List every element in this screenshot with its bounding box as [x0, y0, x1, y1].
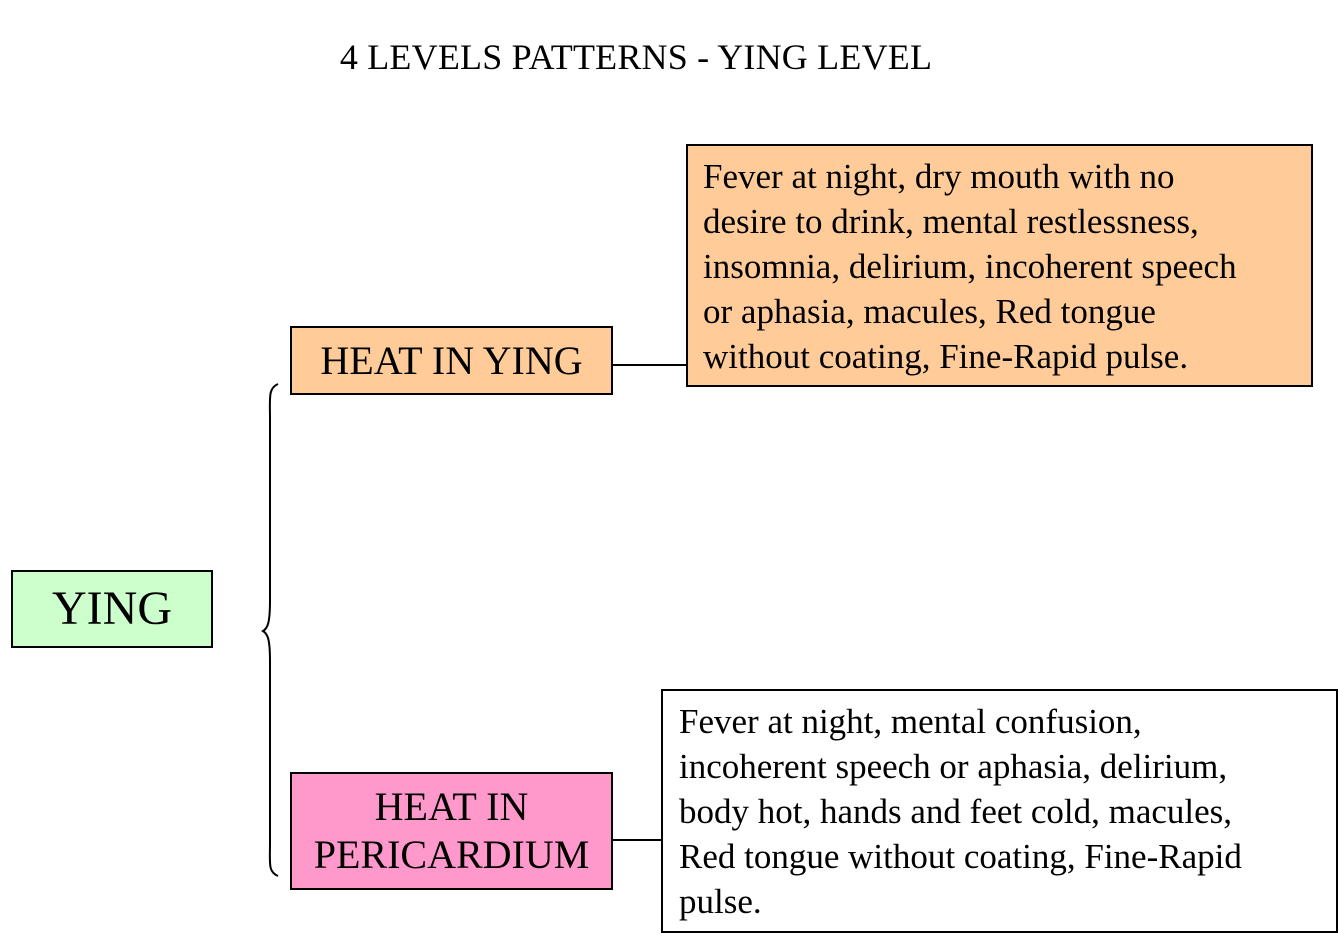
description-heat-in-pericardium [661, 689, 1338, 933]
page-title: 4 LEVELS PATTERNS - YING LEVEL [339, 37, 933, 77]
description-line: pulse. [679, 882, 762, 921]
description-line: Fever at night, dry mouth with no [703, 157, 1175, 196]
description-line: Fever at night, mental confusion, [679, 702, 1142, 741]
root-node-ying [11, 570, 213, 648]
description-line: incoherent speech or aphasia, delirium, [679, 747, 1228, 786]
root-node-label: YING [52, 582, 172, 635]
description-line: without coating, Fine-Rapid pulse. [703, 337, 1189, 376]
brace-connector [263, 384, 278, 876]
description-heat-in-ying [686, 144, 1313, 387]
pattern-node-heat-in-pericardium [290, 772, 613, 890]
description-line: desire to drink, mental restlessness, [703, 202, 1199, 241]
description-line: or aphasia, macules, Red tongue [703, 292, 1156, 331]
description-line: body hot, hands and feet cold, macules, [679, 792, 1233, 831]
description-line: Red tongue without coating, Fine-Rapid [679, 837, 1242, 876]
pattern-node-label-line: HEAT IN [374, 784, 529, 829]
pattern-node-heat-in-ying [290, 326, 613, 395]
description-line: insomnia, delirium, incoherent speech [703, 247, 1237, 286]
pattern-node-label: HEAT IN YING [320, 337, 583, 383]
pattern-node-label-line: PERICARDIUM [313, 832, 590, 877]
